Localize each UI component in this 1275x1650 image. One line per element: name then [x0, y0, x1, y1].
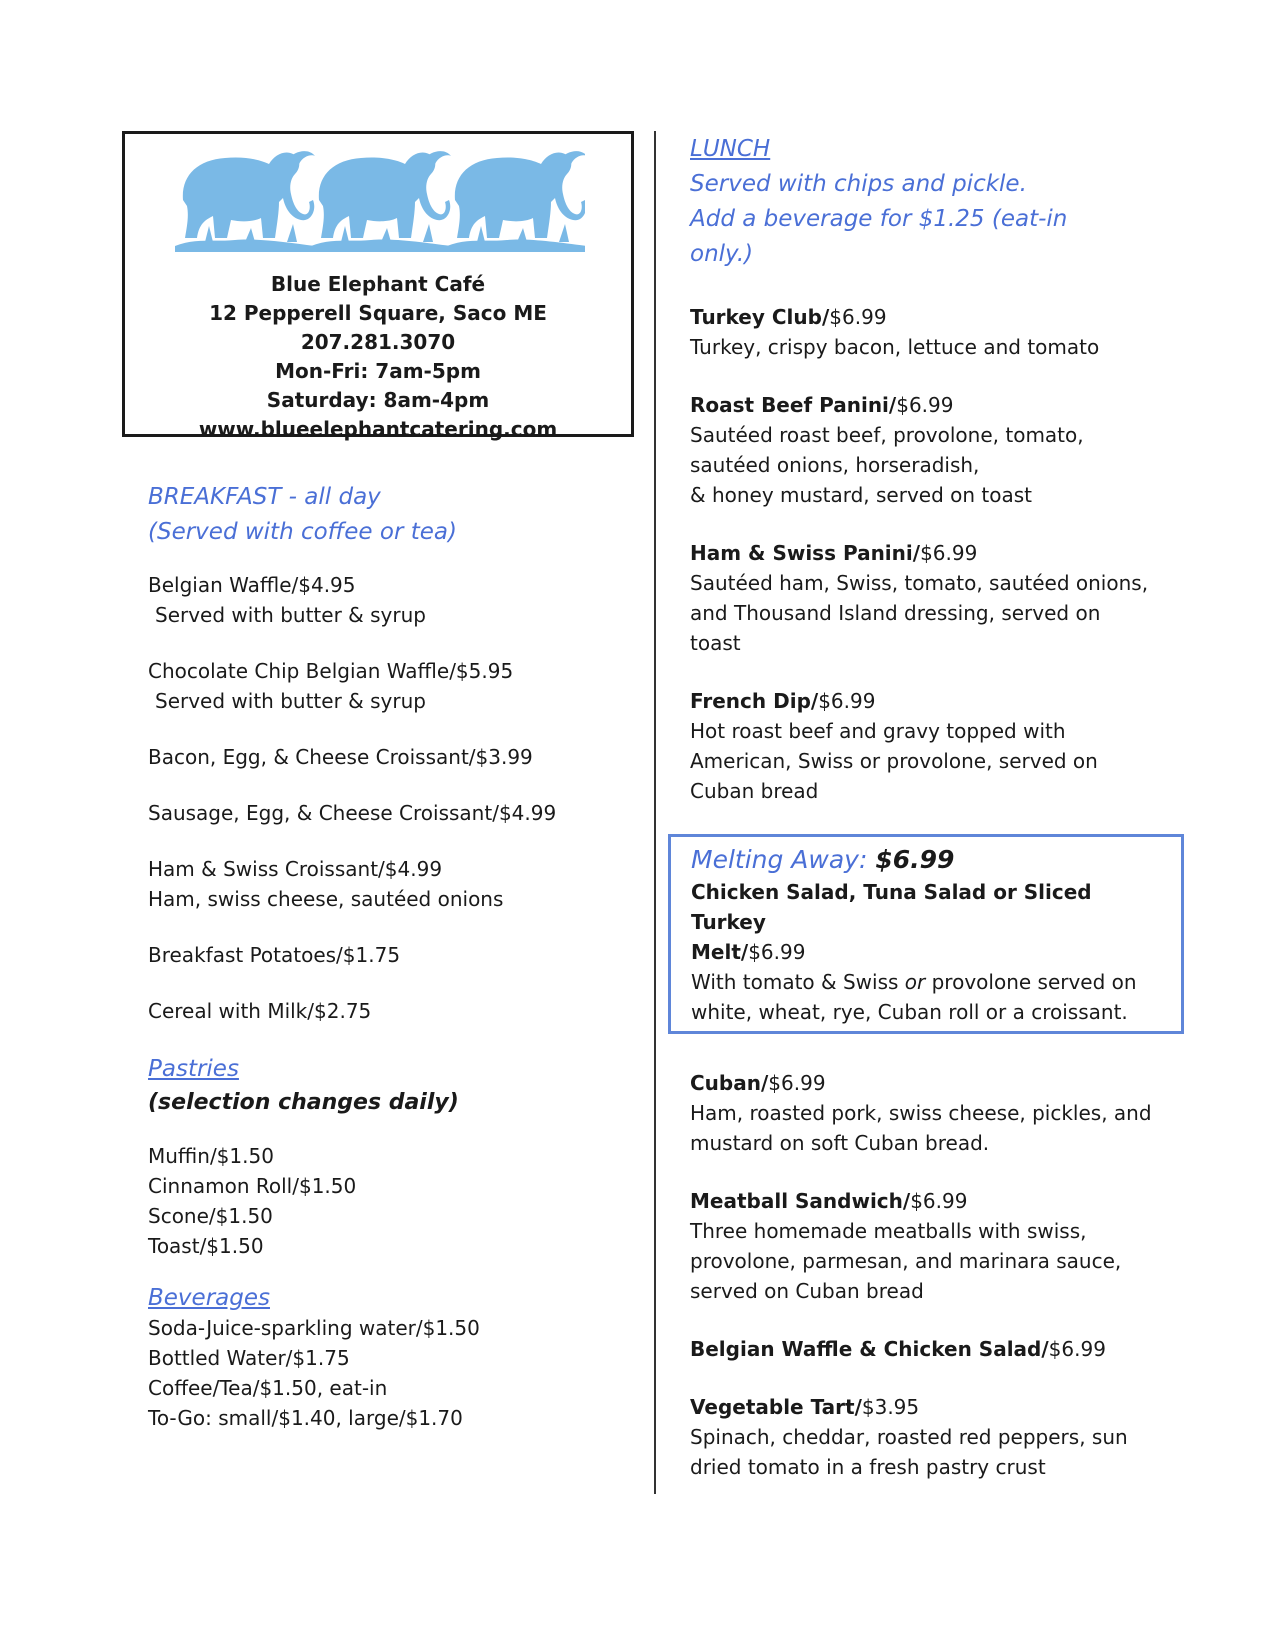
pastries-list [148, 1141, 628, 1261]
list-item [148, 940, 628, 970]
item-price: $3.95 [861, 1395, 920, 1419]
item-name: Turkey Club/ [690, 305, 830, 329]
header-box [122, 131, 634, 441]
item-desc: & honey mustard, served on toast [690, 483, 1033, 507]
melt-desc-2: white, wheat, rye, Cuban roll or a croissant. [691, 1000, 1128, 1024]
item-desc: Served with butter & syrup [155, 689, 426, 713]
item-desc: provolone, parmesan, and marinara sauce, [690, 1249, 1122, 1273]
list-item [148, 798, 628, 828]
item-price: $6.99 [1048, 1337, 1106, 1361]
item-name: Ham & Swiss Croissant/$4.99 [148, 857, 443, 881]
breakfast-title: BREAKFAST - all day [148, 484, 381, 510]
item-name: Belgian Waffle & Chicken Salad/ [690, 1337, 1049, 1361]
melt-price: $6.99 [748, 940, 806, 964]
list-item [148, 742, 628, 772]
beverages-list [148, 1313, 628, 1433]
list-item [690, 686, 1210, 806]
item-desc: and Thousand Island dressing, served on [690, 601, 1101, 625]
item-name: Chocolate Chip Belgian Waffle/$5.95 [148, 659, 514, 683]
item-desc: Ham, roasted pork, swiss cheese, pickles, and [690, 1101, 1152, 1125]
list-item [690, 1186, 1210, 1306]
elephant-logo [175, 142, 585, 252]
list-item [690, 1392, 1210, 1482]
cafe-address: 12 Pepperell Square, Saco ME [209, 301, 547, 325]
item-desc: Hot roast beef and gravy topped with [690, 719, 1066, 743]
item-name: Breakfast Potatoes/$1.75 [148, 943, 401, 967]
item-desc: Ham, swiss cheese, sautéed onions [148, 887, 504, 911]
melting-price: $6.99 [875, 845, 955, 874]
list-item: To-Go: small/$1.40, large/$1.70 [148, 1406, 463, 1430]
item-price: $6.99 [920, 541, 978, 565]
cafe-website: www.blueelephantcatering.com [198, 417, 558, 441]
item-name: Belgian Waffle/$4.95 [148, 573, 356, 597]
lunch-note: only.) [690, 241, 754, 267]
right-column [690, 132, 1210, 1482]
list-item: Bottled Water/$1.75 [148, 1346, 350, 1370]
item-desc: toast [690, 631, 741, 655]
left-column [148, 480, 628, 1433]
cafe-name: Blue Elephant Café [270, 272, 486, 296]
item-name: Meatball Sandwich/ [690, 1189, 911, 1213]
item-desc: American, Swiss or provolone, served on [690, 749, 1098, 773]
list-item [690, 538, 1210, 658]
list-item [690, 390, 1210, 510]
list-item [148, 996, 628, 1026]
list-item: Soda-Juice-sparkling water/$1.50 [148, 1316, 480, 1340]
item-name: Cereal with Milk/$2.75 [148, 999, 372, 1023]
item-desc: Sautéed roast beef, provolone, tomato, [690, 423, 1084, 447]
melt-name-2: Melt/ [691, 940, 749, 964]
list-item [690, 1068, 1210, 1158]
list-item: Toast/$1.50 [148, 1234, 264, 1258]
item-price: $6.99 [768, 1071, 826, 1095]
breakfast-subtitle: (Served with coffee or tea) [148, 519, 457, 545]
list-item [148, 656, 628, 716]
melt-desc-or: or [904, 970, 926, 994]
column-divider [654, 131, 656, 1494]
cafe-phone: 207.281.3070 [300, 330, 456, 354]
item-price: $6.99 [829, 305, 887, 329]
item-desc: Cuban bread [690, 779, 819, 803]
item-name: Ham & Swiss Panini/ [690, 541, 921, 565]
lunch-note: Add a beverage for $1.25 (eat-in [690, 206, 1068, 232]
melting-away-box [668, 834, 1184, 1034]
item-price: $6.99 [910, 1189, 968, 1213]
item-name: Roast Beef Panini/ [690, 393, 897, 417]
item-price: $6.99 [818, 689, 876, 713]
item-desc: served on Cuban bread [690, 1279, 924, 1303]
item-desc: Three homemade meatballs with swiss, [690, 1219, 1087, 1243]
beverages-title: Beverages [148, 1285, 270, 1311]
list-item [148, 570, 628, 630]
item-name: Vegetable Tart/ [690, 1395, 862, 1419]
item-desc: Served with butter & syrup [155, 603, 426, 627]
melt-desc-a: With tomato & Swiss [691, 970, 905, 994]
list-item: Muffin/$1.50 [148, 1144, 274, 1168]
item-desc: mustard on soft Cuban bread. [690, 1131, 990, 1155]
list-item [690, 1334, 1210, 1364]
melt-desc-b: provolone served on [925, 970, 1137, 994]
melt-name: Chicken Salad, Tuna Salad or Sliced Turkey [691, 880, 1092, 934]
melting-title: Melting Away: [691, 845, 868, 874]
pastries-title: Pastries [148, 1056, 239, 1082]
item-desc: Sautéed ham, Swiss, tomato, sautéed onions, [690, 571, 1149, 595]
lunch-title: LUNCH [690, 136, 771, 162]
list-item: Coffee/Tea/$1.50, eat-in [148, 1376, 388, 1400]
item-name: Cuban/ [690, 1071, 769, 1095]
pastries-subtitle: (selection changes daily) [148, 1090, 459, 1115]
item-desc: Turkey, crispy bacon, lettuce and tomato [690, 335, 1100, 359]
hours-saturday: Saturday: 8am-4pm [266, 388, 490, 412]
list-item [148, 854, 628, 914]
item-desc: sautéed onions, horseradish, [690, 453, 980, 477]
hours-weekday: Mon-Fri: 7am-5pm [275, 359, 481, 383]
list-item: Scone/$1.50 [148, 1204, 273, 1228]
item-price: $6.99 [896, 393, 954, 417]
item-desc: Spinach, cheddar, roasted red peppers, sun [690, 1425, 1128, 1449]
list-item: Cinnamon Roll/$1.50 [148, 1174, 357, 1198]
list-item [690, 302, 1210, 362]
item-name: Bacon, Egg, & Cheese Croissant/$3.99 [148, 745, 533, 769]
item-name: Sausage, Egg, & Cheese Croissant/$4.99 [148, 801, 557, 825]
lunch-note: Served with chips and pickle. [690, 171, 1027, 197]
item-desc: dried tomato in a fresh pastry crust [690, 1455, 1046, 1479]
item-name: French Dip/ [690, 689, 819, 713]
